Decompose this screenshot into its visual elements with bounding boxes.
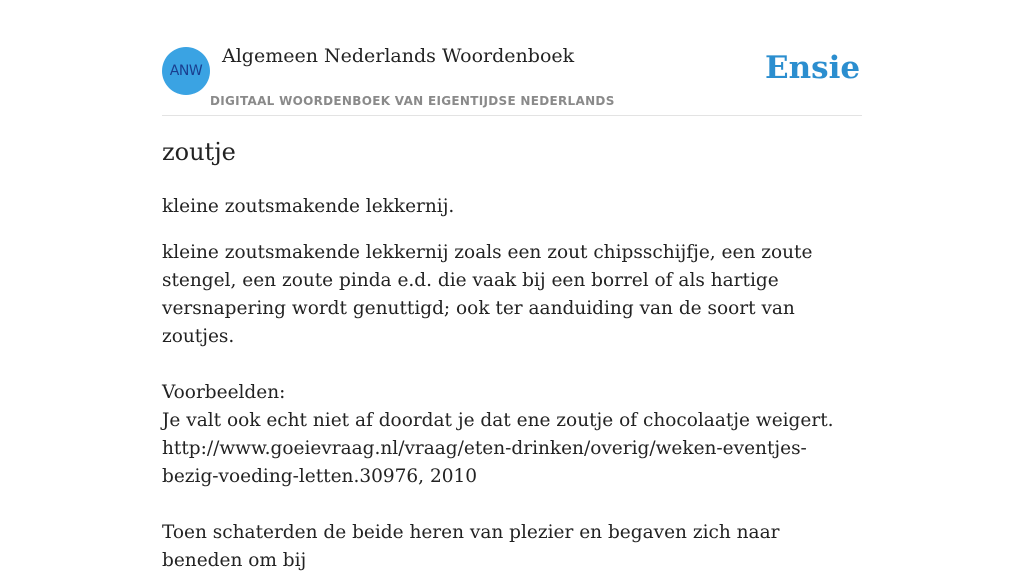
example-sentence-2: Toen schaterden de beide heren van plezier en begaven zich naar beneden om bij <box>162 522 780 571</box>
entry-body <box>162 239 862 575</box>
anw-logo[interactable] <box>162 47 210 95</box>
site-title[interactable]: Algemeen Nederlands Woordenboek <box>222 45 575 67</box>
short-definition: kleine zoutsmakende lekkernij. <box>162 196 455 217</box>
logo-text: ANW <box>169 63 203 79</box>
example-source: http://www.goeievraag.nl/vraag/eten-drinken/overig/weken-eventjes-bezig-voeding-letten.30976, 2010 <box>162 438 807 487</box>
entry-headword: zoutje <box>162 138 236 166</box>
spacer <box>162 351 862 379</box>
ensie-brand-link[interactable]: Ensie <box>765 50 861 86</box>
site-subtitle: DIGITAAL WOORDENBOEK VAN EIGENTIJDSE NEDERLANDS <box>210 94 615 108</box>
examples-label: Voorbeelden: <box>162 382 286 403</box>
spacer <box>162 491 862 519</box>
full-definition: kleine zoutsmakende lekkernij zoals een zout chipsschijfje, een zoute stengel, een zoute pinda e.d. die vaak bij een borrel of als hartige versnapering wordt genuttigd; ook ter aanduiding van de soort van zoutjes. <box>162 242 813 347</box>
header-divider <box>162 115 862 116</box>
example-sentence: Je valt ook echt niet af doordat je dat ene zoutje of chocolaatje weigert. <box>162 410 834 431</box>
